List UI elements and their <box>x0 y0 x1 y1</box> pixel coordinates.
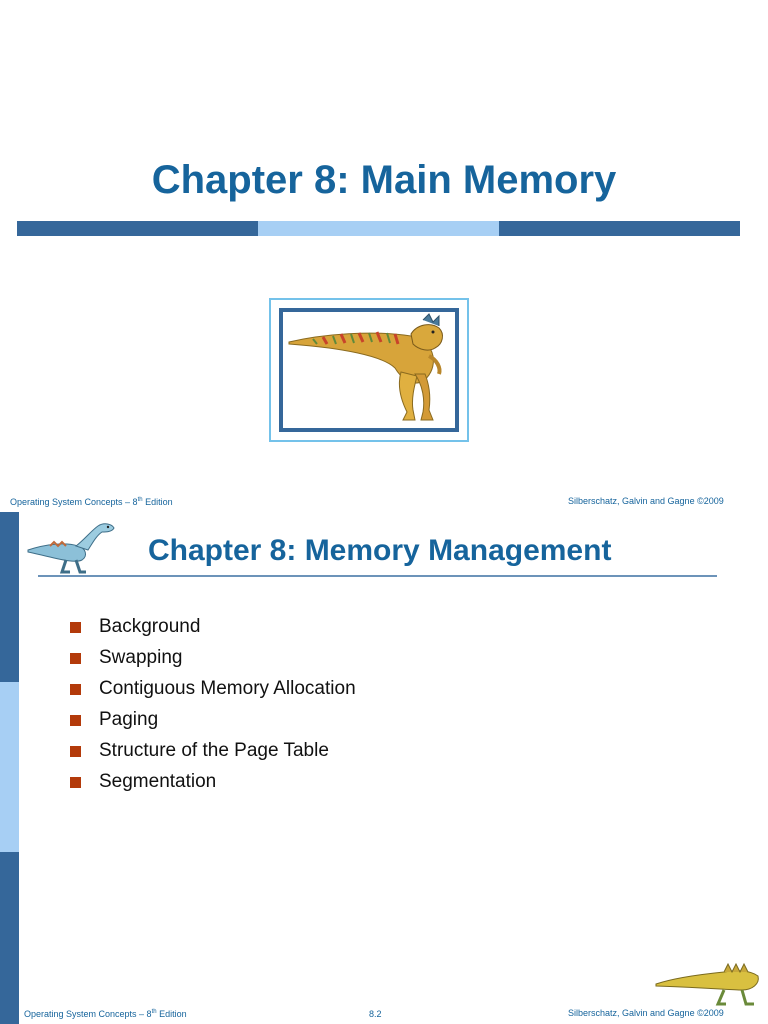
list-item: Structure of the Page Table <box>70 740 356 771</box>
dinosaur-picture-frame <box>269 298 469 442</box>
footer-book-title: Operating System Concepts – 8th Edition <box>10 497 173 507</box>
list-item: Paging <box>70 709 356 740</box>
topic-list <box>70 616 356 802</box>
title-bar-right <box>499 221 740 236</box>
footer-authors: Silberschatz, Galvin and Gagne ©2009 <box>568 496 724 506</box>
bullet-square-icon <box>70 746 81 757</box>
content-slide <box>0 512 768 1024</box>
bullet-square-icon <box>70 777 81 788</box>
bullet-square-icon <box>70 622 81 633</box>
slide-title: Chapter 8: Memory Management <box>148 534 612 567</box>
footer-authors: Silberschatz, Galvin and Gagne ©2009 <box>568 1008 724 1018</box>
slide-title: Chapter 8: Main Memory <box>151 158 617 202</box>
list-item: Swapping <box>70 647 356 678</box>
dinosaur-picture-inner-frame <box>279 308 459 432</box>
page-number: 8.2 <box>369 1009 382 1019</box>
footer-book-title: Operating System Concepts – 8th Edition <box>24 1009 187 1019</box>
dinosaur-corner-icon <box>654 952 762 1008</box>
bullet-square-icon <box>70 684 81 695</box>
side-bar-top <box>0 512 19 682</box>
list-item: Segmentation <box>70 771 356 802</box>
title-bar-middle <box>258 221 499 236</box>
side-bar-middle <box>0 682 19 852</box>
bullet-square-icon <box>70 715 81 726</box>
dinosaur-illustration <box>283 312 455 428</box>
side-bar-bottom <box>0 852 19 1024</box>
dinosaur-icon <box>26 516 118 576</box>
bullet-square-icon <box>70 653 81 664</box>
title-bar-left <box>17 221 258 236</box>
list-item: Background <box>70 616 356 647</box>
title-underline <box>38 575 717 577</box>
list-item: Contiguous Memory Allocation <box>70 678 356 709</box>
